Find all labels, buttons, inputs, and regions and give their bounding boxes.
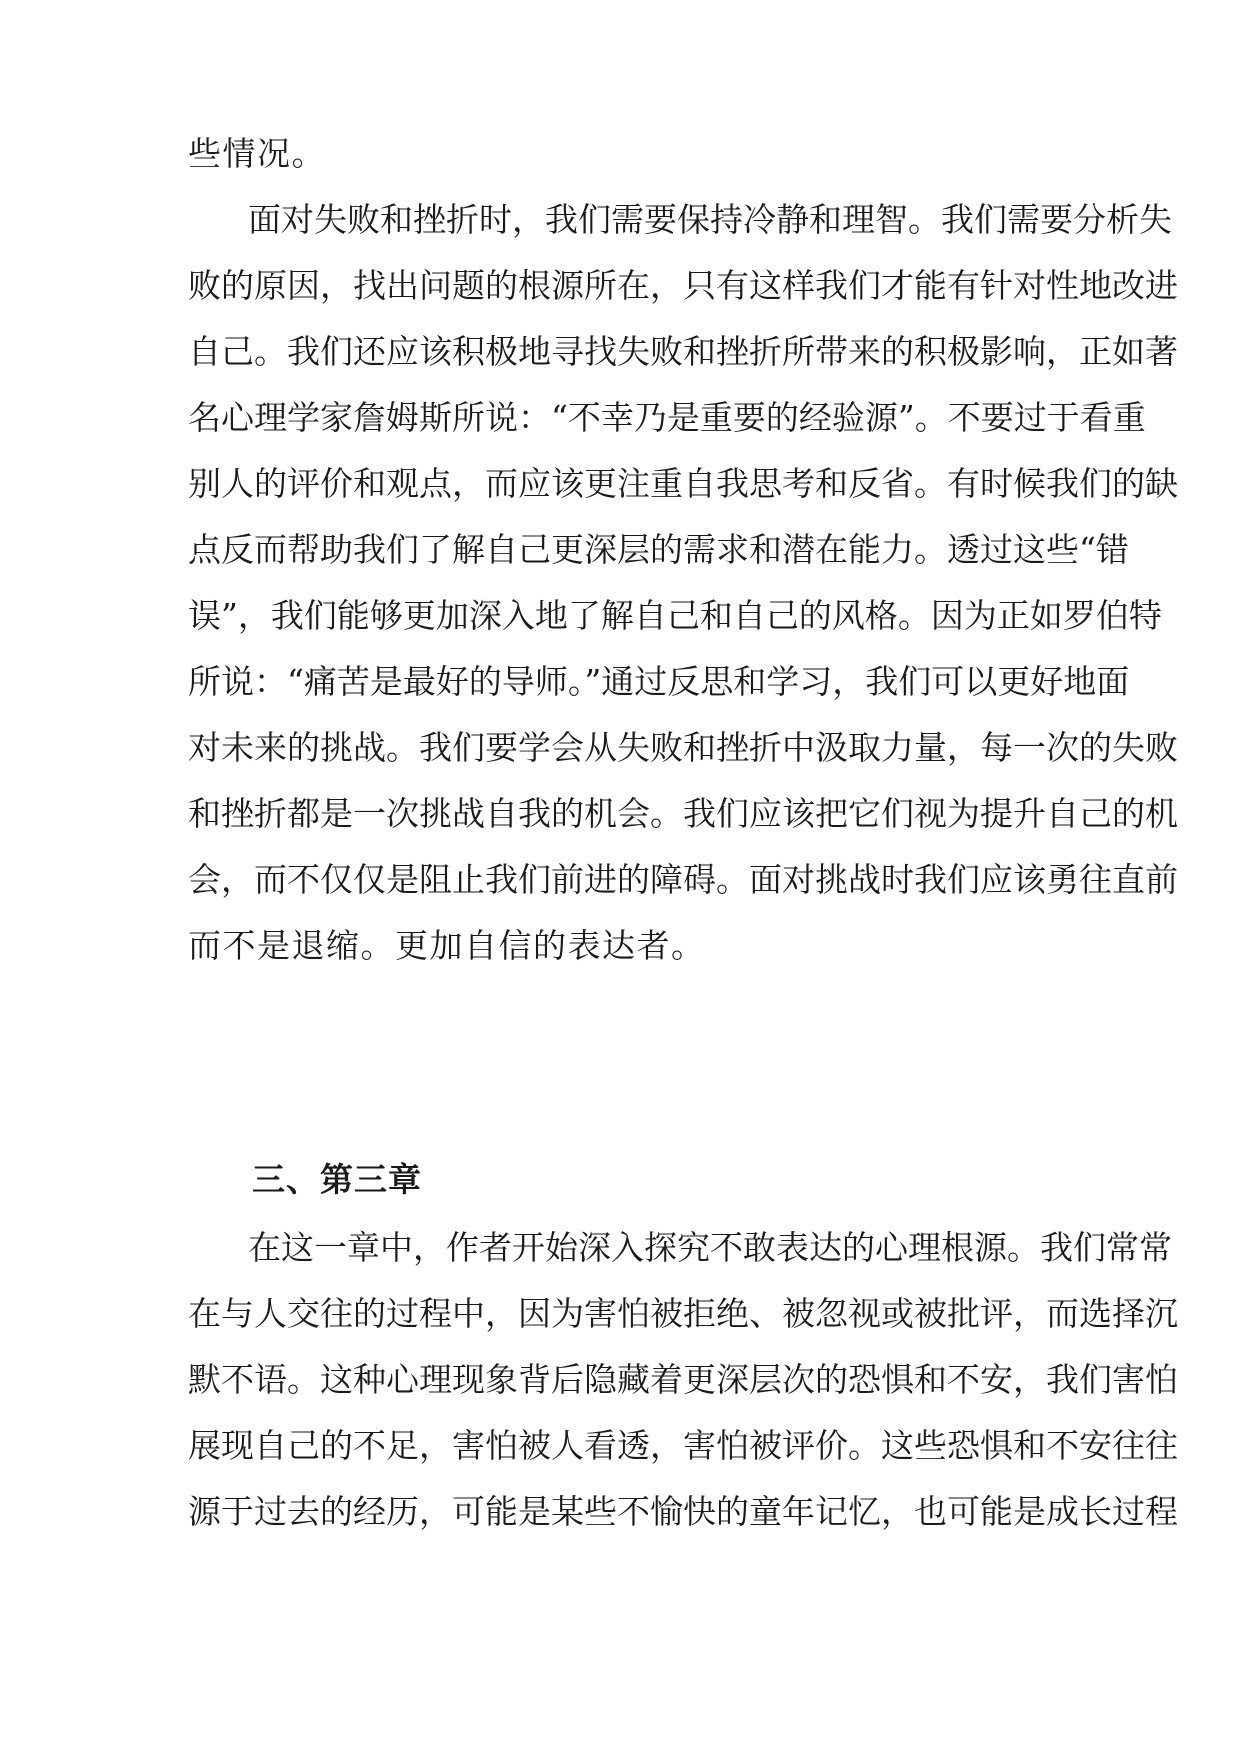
paragraph-line: 别人的评价和观点，而应该更注重自我思考和反省。有时候我们的缺: [188, 464, 1178, 503]
section-heading: 三、第三章: [252, 1160, 422, 1199]
paragraph-line: 自己。我们还应该积极地寻找失败和挫折所带来的积极影响，正如著: [188, 332, 1178, 371]
paragraph-line: 些情况。: [188, 134, 326, 173]
paragraph-line: 会，而不仅仅是阻止我们前进的障碍。面对挑战时我们应该勇往直前: [188, 860, 1178, 899]
paragraph-line: 点反而帮助我们了解自己更深层的需求和潜在能力。透过这些“错: [188, 530, 1129, 569]
paragraph-line: 在与人交往的过程中，因为害怕被拒绝、被忽视或被批评，而选择沉: [188, 1294, 1178, 1333]
paragraph-line: 源于过去的经历，可能是某些不愉快的童年记忆，也可能是成长过程: [188, 1492, 1178, 1531]
paragraph-line: 名心理学家詹姆斯所说：“不幸乃是重要的经验源”。不要过于看重: [188, 398, 1146, 437]
paragraph-line: 在这一章中，作者开始深入探究不敢表达的心理根源。我们常常: [248, 1228, 1172, 1267]
paragraph-line: 所说：“痛苦是最好的导师。”通过反思和学习，我们可以更好地面: [188, 662, 1130, 701]
paragraph-line: 误”，我们能够更加深入地了解自己和自己的风格。因为正如罗伯特: [188, 596, 1162, 635]
paragraph-line: 和挫折都是一次挑战自我的机会。我们应该把它们视为提升自己的机: [188, 794, 1178, 833]
paragraph-line: 面对失败和挫折时，我们需要保持冷静和理智。我们需要分析失: [248, 200, 1172, 239]
paragraph-line: 默不语。这种心理现象背后隐藏着更深层次的恐惧和不安，我们害怕: [188, 1360, 1178, 1399]
paragraph-line: 对未来的挑战。我们要学会从失败和挫折中汲取力量，每一次的失败: [188, 728, 1178, 767]
paragraph-line: 败的原因，找出问题的根源所在，只有这样我们才能有针对性地改进: [188, 266, 1178, 305]
paragraph-line: 展现自己的不足，害怕被人看透，害怕被评价。这些恐惧和不安往往: [188, 1426, 1178, 1465]
paragraph-line: 而不是退缩。更加自信的表达者。: [188, 926, 706, 965]
